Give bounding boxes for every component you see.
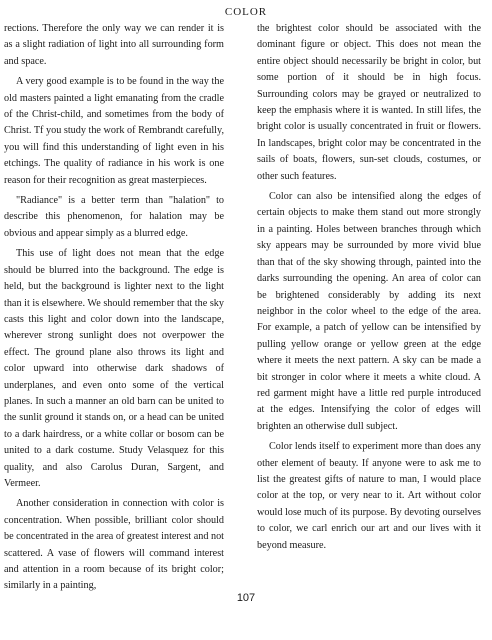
- paragraph: Color lends itself to experiment more than does any other element of beauty. If anyone were to ask me to list the greatest gifts of nature to man, I would place color at the top, or very near to it. Art without color would lose much of its purpose. By devoting ourselves to color, we carl enrich our art and our lives with it beyond measure.: [257, 441, 481, 551]
- right-column: [257, 21, 481, 558]
- paragraph: "Radiance" is a better term than "halation" to describe this phenomenon, for halation may be obvious and appear simply as a blurred edge.: [4, 195, 224, 239]
- paragraph: Another consideration in connection with color is concentration. When possible, brilliant color should be concentrated in the area of greatest interest and not scattered. A vase of flowers will command interest and attention in a room because of its bright color; similarly in a painting,: [4, 498, 224, 592]
- paragraph: rections. Therefore the only way we can render it is as a slight radiation of light into all surrounding form and space.: [4, 23, 224, 67]
- page-number: 107: [236, 592, 256, 604]
- paragraph: Color can also be intensified along the edges of certain objects to make them stand out more strongly in a painting. Holes between branches through which sky appears may be surrounded by more vivid blue than that of the sky showing through, painted into the darks surrounding the opening. An area of color can be brightened considerably by adding its next neighbor in the color wheel to the edge of the area. For example, a patch of yellow can be intensified by pulling yellow orange or yellow green at the edge where it meets the next pattern. A sky can be made a bit stronger in color where it meets a white cloud. A red garment might have a little red purple introduced at the edges. Intensifying the color of edges will brighten an otherwise dull subject.: [257, 191, 481, 432]
- running-head: COLOR: [224, 6, 268, 18]
- left-column: [4, 21, 224, 599]
- paragraph: the brightest color should be associated with the dominant figure or object. This does not mean the entire object should necessarily be bright in color, but some portion of it should be in high focus. Surrounding colors may be grayed or neutralized to keep the emphasis where it is wanted. In still lifes, the bright color is usually concentrated in fruit or flowers. In landscapes, bright color may be concentrated in the sails of boats, flowers, sun-set clouds, costumes, or other such features.: [257, 23, 481, 182]
- paragraph: This use of light does not mean that the edge should be blurred into the background. The edge is held, but the background is lighter next to the light than it is elsewhere. We should remember that the sky casts this light and color down into the landscape, wherever strong sunlight does not overpower the effect. The ground plane also throws its light and color upward into otherwise dark shadows of underplanes, and even onto some of the vertical planes. In such a manner an old barn can be united to the sunlit ground it stands on, or a head can be united to a dark hairdress, or a white collar or bosom can be united to a dark costume. Study Velasquez for this quality, and also Carolus Duran, Sargent, and Vermeer.: [4, 248, 224, 489]
- paragraph: A very good example is to be found in the way the old masters painted a light emanating from the cradle of the Christ-child, and sometimes from the body of Christ. Tf you study the work of Rembrandt carefully, you will find this understanding of light even in his etchings. The quality of radiance in his work is one reason for their recognition as great masterpieces.: [4, 76, 224, 186]
